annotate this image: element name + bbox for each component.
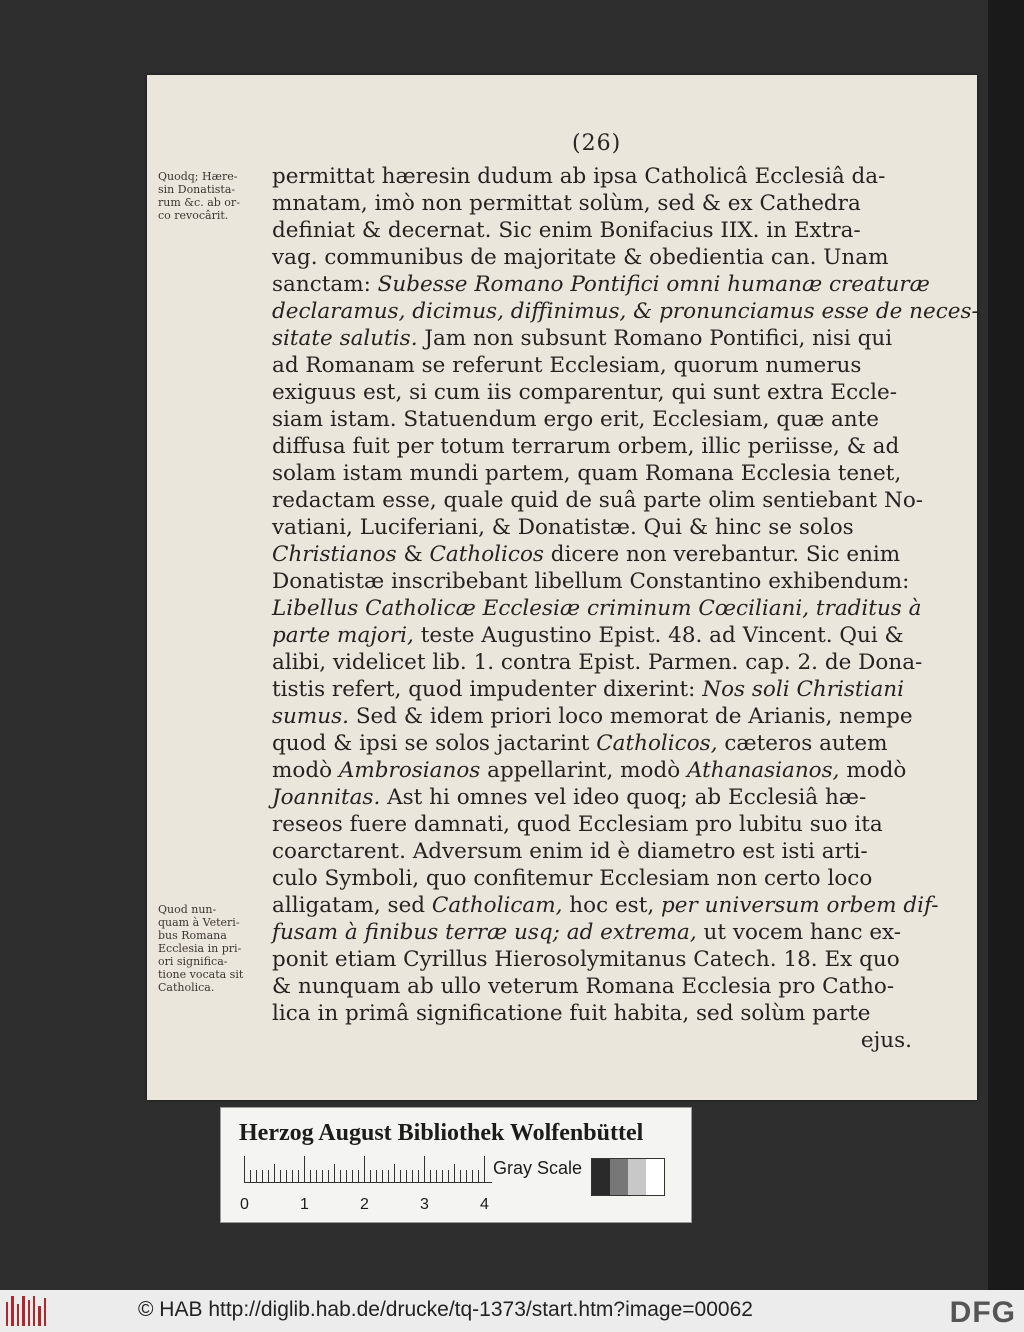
margin-note-line: Quod nun- — [158, 903, 217, 916]
roman-text: ut vocem hanc ex- — [696, 920, 902, 945]
ruler-tick — [250, 1170, 251, 1182]
text-line — [272, 730, 912, 757]
ruler-tick — [316, 1170, 317, 1182]
grayscale-patch — [646, 1159, 664, 1195]
hab-logo-bar — [11, 1296, 13, 1326]
footer-url-text[interactable]: © HAB http://diglib.hab.de/drucke/tq-1373/start.htm?image=00062 — [138, 1298, 753, 1321]
roman-text: Donatistæ inscribebant libellum Constantino exhibendum: — [272, 569, 910, 594]
hab-logo-icon — [6, 1296, 46, 1326]
text-line — [272, 703, 912, 730]
margin-note-line: tione vocata sit — [158, 968, 244, 981]
grayscale-patches — [591, 1158, 665, 1196]
ruler-tick — [364, 1156, 365, 1182]
ruler-tick — [358, 1170, 359, 1182]
roman-text: vag. communibus de majoritate & obedientia can. Unam — [272, 245, 889, 270]
ruler-tick — [244, 1156, 245, 1182]
text-line — [272, 541, 912, 568]
roman-text: lica in primâ significatione fuit habita, sed solùm parte — [272, 1001, 871, 1026]
ruler-tick — [460, 1170, 461, 1182]
ruler-tick — [454, 1164, 455, 1182]
roman-text: Sed & idem priori loco memorat de Arianis, nempe — [348, 704, 913, 729]
ruler-tick — [406, 1170, 407, 1182]
roman-text: culo Symboli, quo confitemur Ecclesiam non certo loco — [272, 866, 873, 891]
text-line — [272, 190, 912, 217]
text-line — [272, 487, 924, 514]
footer-bar — [0, 1290, 1024, 1332]
italic-text: declaramus, dicimus, diffinimus, & pronunciamus esse de neces- — [272, 299, 979, 324]
ruler-number: 3 — [420, 1196, 429, 1213]
ruler-tick — [298, 1170, 299, 1182]
ruler-tick — [382, 1170, 383, 1182]
hab-logo-bar — [6, 1302, 8, 1326]
hab-logo-bar — [44, 1298, 46, 1326]
roman-text: modò — [839, 758, 907, 783]
roman-text: mnatam, imò non permittat solùm, sed & ex Cathedra — [272, 191, 861, 216]
roman-text: tistis refert, quod impudenter dixerint: — [272, 677, 703, 702]
margin-note-line: Ecclesia in pri- — [158, 942, 242, 955]
roman-text: diffusa fuit per totum terrarum orbem, illic periisse, & ad — [272, 434, 900, 459]
italic-text: sitate salutis. — [272, 326, 418, 351]
hab-logo-bar — [22, 1296, 24, 1326]
ruler-tick — [412, 1170, 413, 1182]
text-line — [272, 919, 912, 946]
text-line — [272, 595, 922, 622]
roman-text: quod & ipsi se solos jactarint — [272, 731, 597, 756]
ruler-tick — [274, 1164, 275, 1182]
catchword: ejus. — [860, 1028, 912, 1053]
italic-text: sumus. — [272, 704, 349, 729]
ruler-tick — [424, 1156, 425, 1182]
hab-logo-bar — [28, 1300, 30, 1326]
page-number: (26) — [572, 131, 622, 156]
text-line — [272, 460, 912, 487]
ruler-tick — [484, 1156, 485, 1182]
hab-logo-bar — [17, 1304, 19, 1326]
ruler-tick — [394, 1164, 395, 1182]
text-line — [272, 406, 912, 433]
ruler-tick — [322, 1170, 323, 1182]
roman-text: solam istam mundi partem, quam Romana Ecclesia tenet, — [272, 461, 902, 486]
grayscale-patch — [628, 1159, 646, 1195]
text-line — [272, 865, 912, 892]
roman-text: alligatam, sed — [272, 893, 432, 918]
text-line — [272, 298, 979, 325]
roman-text: ad Romanam se referunt Ecclesiam, quorum numerus — [272, 353, 862, 378]
italic-text: Catholicam, — [431, 893, 563, 918]
italic-text: Subesse Romano Pontifici omni humanæ creaturæ — [377, 272, 930, 297]
roman-text: Jam non subsunt Romano Pontifici, nisi qui — [417, 326, 893, 351]
margin-note-line: bus Romana — [158, 929, 227, 942]
roman-text: Ast hi omnes vel ideo quoq; ab Ecclesiâ hæ- — [380, 785, 867, 810]
margin-note-line: rum &c. ab or- — [158, 196, 240, 209]
hab-logo-bar — [33, 1296, 35, 1326]
ruler-tick — [466, 1170, 467, 1182]
library-name: Herzog August Bibliothek Wolfenbüttel — [239, 1120, 644, 1146]
roman-text: siam istam. Statuendum ergo erit, Ecclesiam, quæ ante — [272, 407, 880, 432]
dfg-logo: DFG — [949, 1296, 1016, 1329]
ruler-tick — [448, 1170, 449, 1182]
roman-text: appellarint, modò — [480, 758, 687, 783]
roman-text: hoc est, — [562, 893, 662, 918]
text-line — [272, 433, 912, 460]
ruler-tick — [328, 1170, 329, 1182]
roman-text: reseos fuere damnati, quod Ecclesiam pro lubitu suo ita — [272, 812, 883, 837]
text-line — [272, 379, 912, 406]
viewer-right-strip — [988, 0, 1024, 1290]
italic-text: Ambrosianos — [338, 758, 481, 783]
ruler-tick — [418, 1170, 419, 1182]
hab-logo-bar — [38, 1306, 40, 1326]
ruler-tick — [346, 1170, 347, 1182]
roman-text: redactam esse, quale quid de suâ parte olim sentiebant No- — [272, 488, 924, 513]
ruler-tick — [256, 1170, 257, 1182]
margin-note-heretics — [158, 170, 268, 222]
text-line — [272, 325, 912, 352]
roman-text: alibi, videlicet lib. 1. contra Epist. Parmen. cap. 2. de Dona- — [272, 650, 923, 675]
roman-text: dicere non verebantur. Sic enim — [543, 542, 901, 567]
ruler-tick — [304, 1156, 305, 1182]
margin-note-line: quam à Veteri- — [158, 916, 240, 929]
italic-text: Catholicos — [429, 542, 544, 567]
italic-text: per universum orbem dif- — [661, 893, 939, 918]
text-line — [272, 892, 939, 919]
italic-text: parte majori, — [272, 623, 414, 648]
grayscale-patch — [592, 1159, 610, 1195]
ruler-tick — [292, 1170, 293, 1182]
text-line — [272, 811, 912, 838]
italic-text: Athanasianos, — [686, 758, 840, 783]
italic-text: fusam à finibus terræ usq; ad extrema, — [272, 920, 697, 945]
ruler-tick — [430, 1170, 431, 1182]
ruler-tick — [310, 1170, 311, 1182]
roman-text: teste Augustino Epist. 48. ad Vincent. Qui & — [413, 623, 904, 648]
text-line — [272, 217, 912, 244]
ruler-number: 0 — [240, 1196, 249, 1213]
ruler-number: 1 — [300, 1196, 309, 1213]
roman-text: ponit etiam Cyrillus Hierosolymitanus Catech. 18. Ex quo — [272, 947, 900, 972]
italic-text: Joannitas. — [272, 785, 381, 810]
italic-text: Nos soli Christiani — [702, 677, 904, 702]
text-line — [272, 244, 912, 271]
ruler-tick — [340, 1170, 341, 1182]
margin-note-line: co revocârit. — [158, 209, 229, 222]
roman-text: modò — [272, 758, 339, 783]
text-line — [272, 784, 912, 811]
ruler-tick — [472, 1170, 473, 1182]
italic-text: Christianos — [272, 542, 397, 567]
margin-note-catholica — [158, 903, 276, 994]
color-target-card — [220, 1107, 692, 1223]
ruler-tick — [370, 1170, 371, 1182]
text-line — [272, 676, 912, 703]
text-line — [272, 622, 912, 649]
ruler-tick — [280, 1170, 281, 1182]
italic-text: Libellus Catholicæ Ecclesiæ criminum Cœciliani, traditus à — [272, 596, 922, 621]
text-line — [272, 649, 923, 676]
margin-note-line: Catholica. — [158, 981, 215, 994]
roman-text: & nunquam ab ullo veterum Romana Ecclesia pro Catho- — [272, 974, 895, 999]
text-line — [272, 352, 912, 379]
italic-text: Catholicos, — [596, 731, 718, 756]
ruler-tick — [436, 1170, 437, 1182]
ruler-tick — [400, 1170, 401, 1182]
text-line — [272, 271, 930, 298]
roman-text: cæteros autem — [717, 731, 888, 756]
ruler-number: 4 — [480, 1196, 489, 1213]
ruler-tick — [286, 1170, 287, 1182]
margin-note-line: Quodq; Hære- — [158, 170, 238, 183]
text-line — [272, 163, 912, 190]
ruler-tick — [334, 1164, 335, 1182]
grayscale-label: Gray Scale — [493, 1158, 583, 1178]
margin-note-line: sin Donatista- — [158, 183, 236, 196]
roman-text: definiat & decernat. Sic enim Bonifacius IIX. in Extra- — [272, 218, 861, 243]
margin-note-line: ori significa- — [158, 955, 228, 968]
grayscale-patch — [610, 1159, 628, 1195]
roman-text: permittat hæresin dudum ab ipsa Catholicâ Ecclesiâ da- — [272, 164, 886, 189]
roman-text: & — [396, 542, 430, 567]
roman-text: coarctarent. Adversum enim id è diametro est isti arti- — [272, 839, 868, 864]
text-line — [272, 514, 912, 541]
ruler-tick — [388, 1170, 389, 1182]
ruler-tick — [268, 1170, 269, 1182]
text-line — [272, 568, 912, 595]
ruler-tick — [478, 1170, 479, 1182]
ruler-number: 2 — [360, 1196, 369, 1213]
roman-text: sanctam: — [272, 272, 378, 297]
text-line — [272, 838, 912, 865]
roman-text: vatiani, Luciferiani, & Donatistæ. Qui & hinc se solos — [272, 515, 854, 540]
ruler-tick — [262, 1170, 263, 1182]
ruler-baseline — [244, 1182, 492, 1183]
roman-text: exiguus est, si cum iis comparentur, qui sunt extra Eccle- — [272, 380, 898, 405]
text-line — [272, 757, 912, 784]
ruler-tick — [442, 1170, 443, 1182]
ruler-tick — [376, 1170, 377, 1182]
ruler-tick — [352, 1170, 353, 1182]
text-line — [272, 1000, 912, 1027]
text-line — [272, 946, 912, 973]
text-line — [272, 973, 912, 1000]
